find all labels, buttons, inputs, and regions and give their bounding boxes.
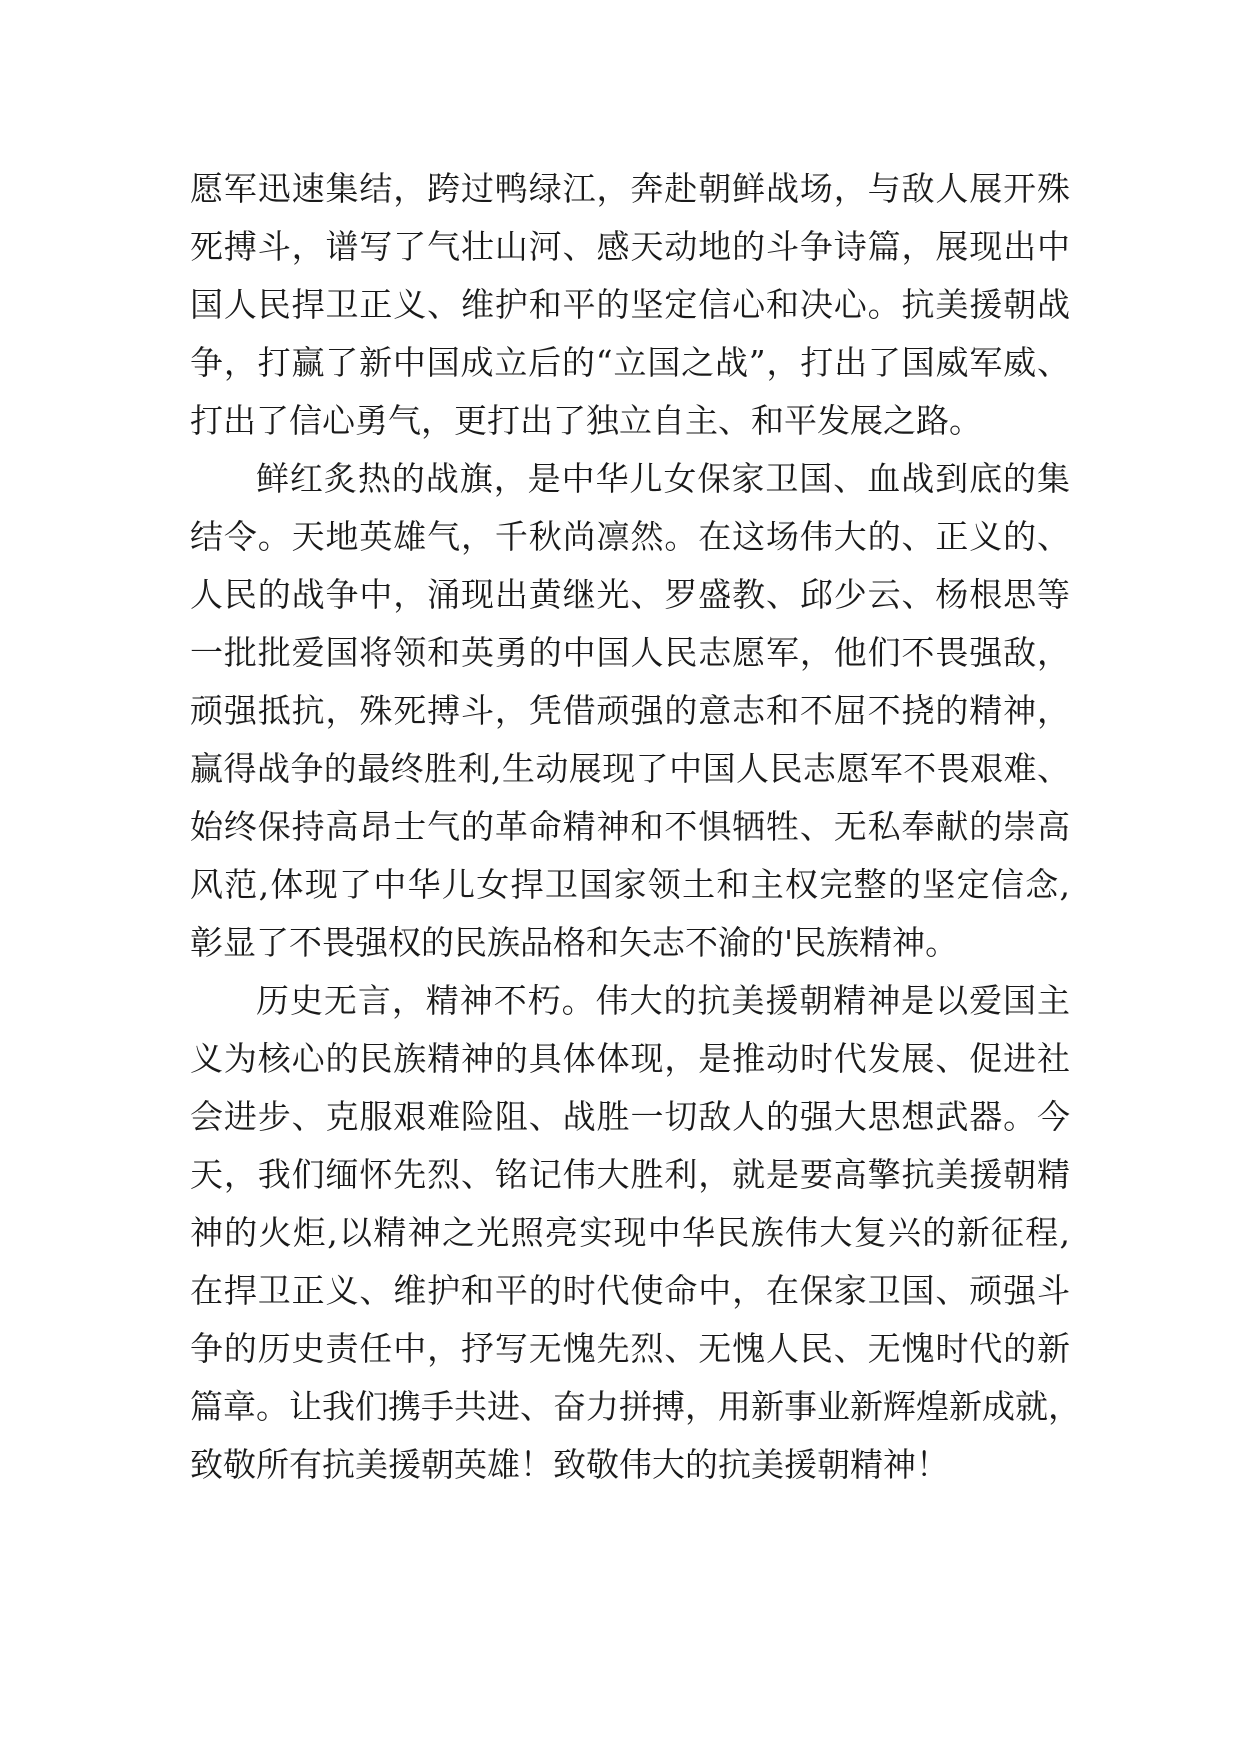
text-line: 篇章。让我们携手共进、奋力拼搏，用新事业新辉煌新成就， — [190, 1387, 1081, 1426]
paragraph-start-line: 历史无言，精神不朽。伟大的抗美援朝精神是以爱国主 — [256, 981, 1070, 1020]
body-text — [190, 160, 1081, 1494]
text-line: 始终保持高昂士气的革命精神和不惧牺牲、无私奉献的崇高 — [190, 807, 1070, 846]
text-line: 义为核心的民族精神的具体体现，是推动时代发展、促进社 — [190, 1039, 1070, 1078]
text-line: 争，打赢了新中国成立后的“立国之战”，打出了国威军威、 — [190, 343, 1070, 382]
text-line: 争的历史责任中，抒写无愧先烈、无愧人民、无愧时代的新 — [190, 1329, 1070, 1368]
text-line: 死搏斗，谱写了气壮山河、感天动地的斗争诗篇，展现出中 — [190, 227, 1070, 266]
text-line: 致敬所有抗美援朝英雄！致敬伟大的抗美援朝精神！ — [190, 1445, 949, 1484]
text-line: 结令。天地英雄气，千秋尚凛然。在这场伟大的、正义的、 — [190, 517, 1070, 556]
text-line: 愿军迅速集结，跨过鸭绿江，奔赴朝鲜战场，与敌人展开殊 — [190, 169, 1070, 208]
text-line: 神的火炬,以精神之光照亮实现中华民族伟大复兴的新征程, — [190, 1213, 1070, 1252]
text-line: 风范,体现了中华儿女捍卫国家领土和主权完整的坚定信念, — [190, 865, 1070, 904]
text-line: 顽强抵抗，殊死搏斗，凭借顽强的意志和不屈不挠的精神， — [190, 691, 1070, 730]
text-line: 国人民捍卫正义、维护和平的坚定信心和决心。抗美援朝战 — [190, 285, 1070, 324]
text-line: 彰显了不畏强权的民族品格和矢志不渝的'民族精神。 — [190, 923, 959, 962]
text-line: 赢得战争的最终胜利,生动展现了中国人民志愿军不畏艰难、 — [190, 749, 1070, 788]
text-line: 一批批爱国将领和英勇的中国人民志愿军，他们不畏强敌， — [190, 633, 1070, 672]
paragraph-start-line: 鲜红炙热的战旗，是中华儿女保家卫国、血战到底的集 — [256, 459, 1070, 498]
text-line: 会进步、克服艰难险阻、战胜一切敌人的强大思想武器。今 — [190, 1097, 1070, 1136]
text-line: 在捍卫正义、维护和平的时代使命中，在保家卫国、顽强斗 — [190, 1271, 1070, 1310]
text-line: 打出了信心勇气，更打出了独立自主、和平发展之路。 — [190, 401, 982, 440]
text-line: 天，我们缅怀先烈、铭记伟大胜利，就是要高擎抗美援朝精 — [190, 1155, 1070, 1194]
text-line: 人民的战争中，涌现出黄继光、罗盛教、邱少云、杨根思等 — [190, 575, 1070, 614]
